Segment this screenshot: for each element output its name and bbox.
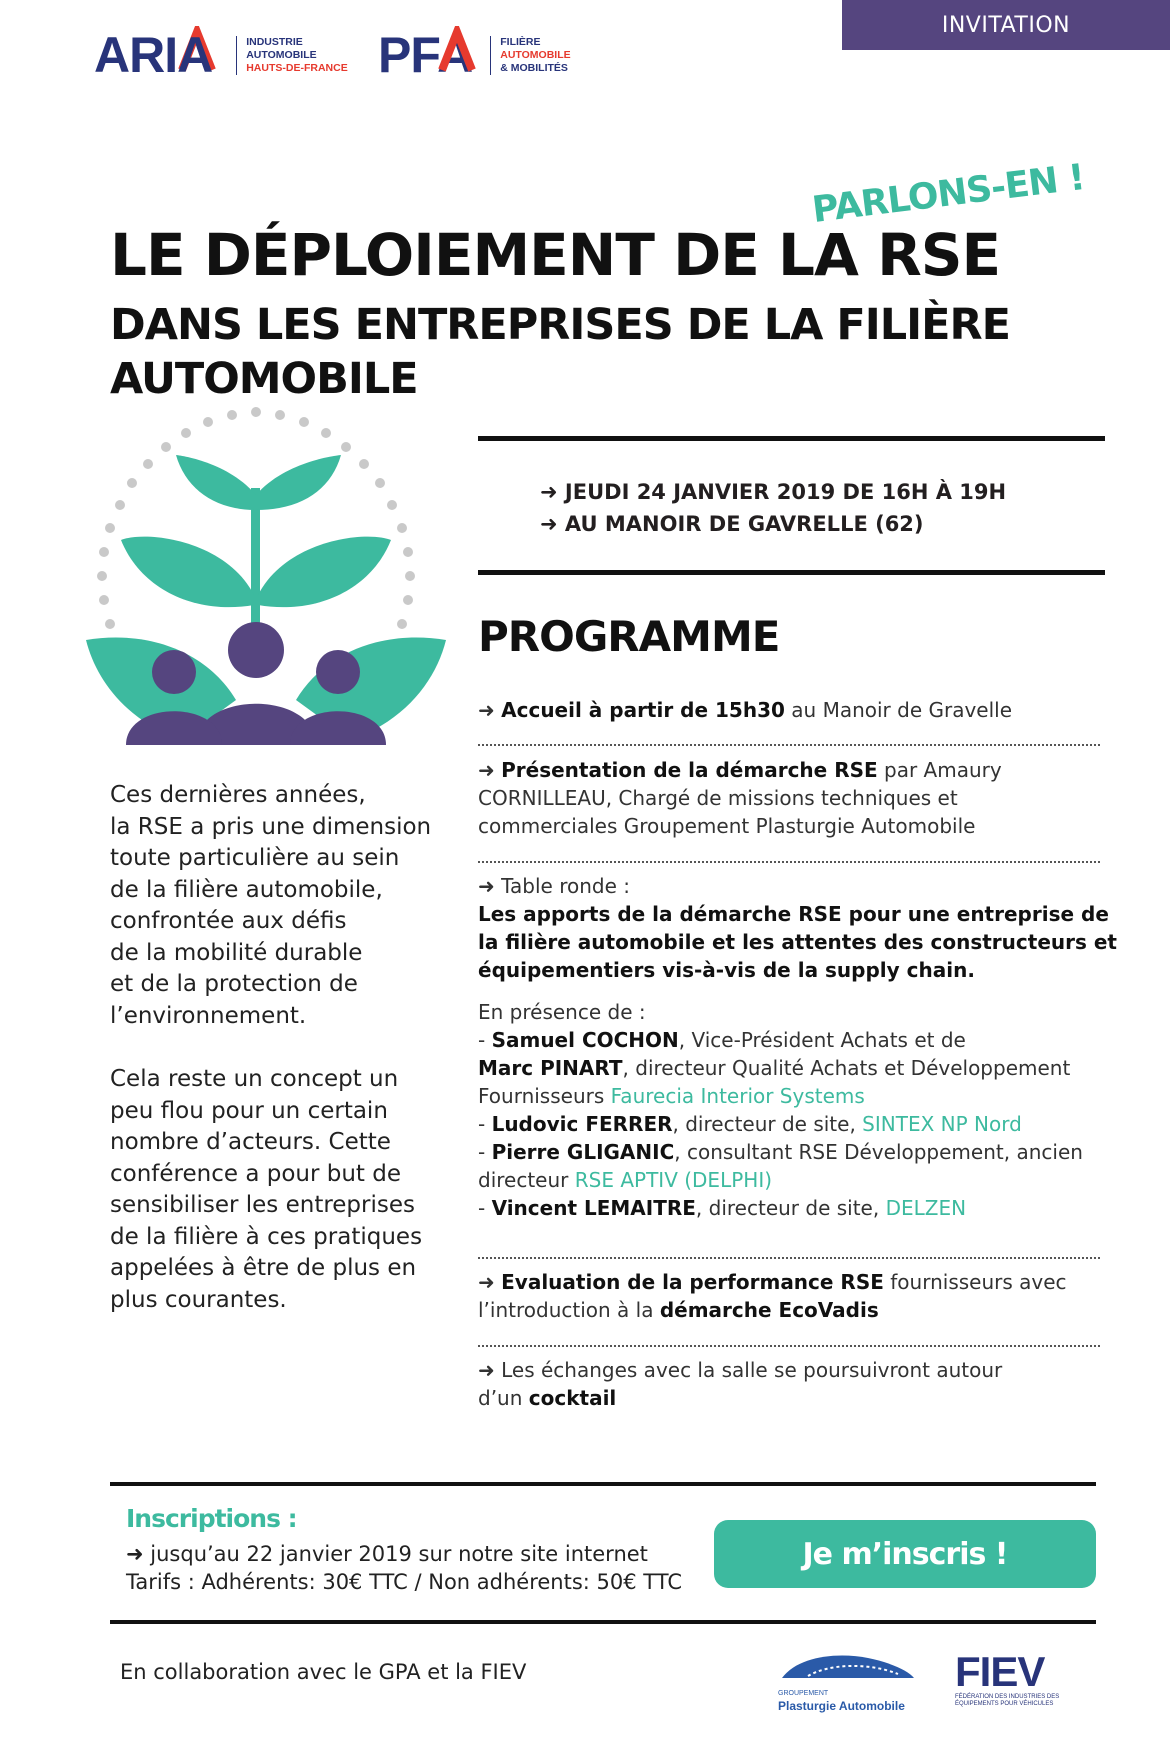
- speaker-2: Marc PINART, directeur Qualité Achats et Développement: [478, 1056, 1071, 1080]
- aria-logo-word: ARIA: [94, 27, 213, 83]
- divider: [478, 744, 1100, 746]
- plant-people-illustration: [86, 400, 446, 745]
- divider: [478, 1345, 1100, 1347]
- registration-bottom-rule: [110, 1620, 1096, 1624]
- speaker-5: - Vincent LEMAITRE, directeur de site, DELZEN: [478, 1196, 967, 1220]
- event-date: ➜ JEUDI 24 JANVIER 2019 DE 16H À 19H: [540, 480, 1007, 504]
- register-button[interactable]: Je m’inscris !: [714, 1520, 1096, 1588]
- event-bottom-rule: [478, 570, 1105, 575]
- event-place: ➜ AU MANOIR DE GAVRELLE (62): [540, 512, 924, 536]
- people-icons: [126, 622, 386, 745]
- fiev-logo-word: FIEV: [955, 1648, 1045, 1695]
- event-top-rule: [478, 436, 1105, 441]
- leaves: [86, 455, 446, 740]
- fiev-logo: [955, 1650, 1075, 1708]
- intro-paragraph-1: Ces dernières années, la RSE a pris une dimension toute particulière au sein de la filière automobile, confrontée aux défis de la mobilité durable et de la protection de l’environnement.: [110, 782, 432, 1029]
- pfa-logo-word: PFA: [378, 27, 473, 83]
- speaker-3: - Ludovic FERRER, directeur de site, SINTEX NP Nord: [478, 1112, 1022, 1136]
- programme-item-presentation: ➜ Présentation de la démarche RSE par Amaury CORNILLEAU, Chargé de missions techniques et commerciales Groupement Plasturgie Automobile: [478, 758, 1002, 838]
- aria-logo: [94, 27, 348, 83]
- title-line-2: DANS LES ENTREPRISES DE LA FILIÈRE AUTOMOBILE: [110, 300, 1011, 404]
- programme-item-table-ronde: ➜ Table ronde : Les apports de la démarche RSE pour une entreprise de la filière automobile et les attentes des constructeurs et équipementiers vis-à-vis de la supply chain. En présence de : - Samuel COCHON, Vice-Président Achats et de Marc PINART, directeur Qualité Achats et Développement Fournisseurs Faurecia Interior Systems - Ludovic FERRER, directeur de site, SINTEX NP Nord - Pierre GLIGANIC, consultant RSE Développement, ancien directeur RSE APTIV (DELPHI) - Vincent LEMAITRE, directeur de site, DELZEN: [478, 872, 1128, 1222]
- programme-item-echanges: ➜ Les échanges avec la salle se poursuivront autour d’un cocktail: [478, 1358, 1003, 1410]
- pfa-logo: [378, 27, 571, 83]
- divider: [478, 861, 1100, 863]
- invitation-tab: INVITATION: [842, 0, 1170, 50]
- speaker-1: - Samuel COCHON, Vice-Président Achats et de: [478, 1028, 966, 1052]
- car-icon: [778, 1650, 918, 1684]
- fiev-logo-subtitle: FÉDÉRATION DES INDUSTRIES DES ÉQUIPEMENTS POUR VÉHICULES: [955, 1694, 1060, 1707]
- speaker-4: - Pierre GLIGANIC, consultant RSE Développement, ancien: [478, 1140, 1083, 1164]
- event-info: [540, 476, 1006, 540]
- registration-details: ➜ jusqu’au 22 janvier 2019 sur notre site internet Tarifs : Adhérents: 30€ TTC / Non adhérents: 50€ TTC: [126, 1542, 683, 1594]
- collaboration-text: En collaboration avec le GPA et la FIEV: [120, 1660, 527, 1684]
- registration-top-rule: [110, 1482, 1096, 1486]
- slogan: PARLONS-EN !: [810, 156, 1087, 231]
- registration-title: Inscriptions :: [126, 1504, 297, 1533]
- pfa-logo-mark-icon: [438, 26, 476, 76]
- title-line-1: LE DÉPLOIEMENT DE LA RSE: [110, 221, 1001, 289]
- pfa-logo-subtitle: FILIÈRE AUTOMOBILE & MOBILITÉS: [490, 36, 570, 75]
- gpa-logo: [778, 1650, 928, 1720]
- intro-text: [110, 780, 450, 1348]
- programme-item-accueil: ➜ Accueil à partir de 15h30 au Manoir de Gravelle: [478, 698, 1013, 722]
- programme-title: PROGRAMME: [478, 612, 780, 661]
- divider: [478, 1257, 1100, 1259]
- gpa-logo-text: GROUPEMENT Plasturgie Automobile: [778, 1690, 905, 1713]
- programme-item-evaluation: ➜ Evaluation de la performance RSE fournisseurs avec l’introduction à la démarche EcoVadis: [478, 1270, 1067, 1322]
- intro-paragraph-2: Cela reste un concept un peu flou pour un certain nombre d’acteurs. Cette conférence a pour but de sensibiliser les entreprises de la filière à ces pratiques appelées à être de plus en plus courantes.: [110, 1066, 423, 1313]
- aria-logo-subtitle: INDUSTRIE AUTOMOBILE HAUTS-DE-FRANCE: [236, 36, 348, 75]
